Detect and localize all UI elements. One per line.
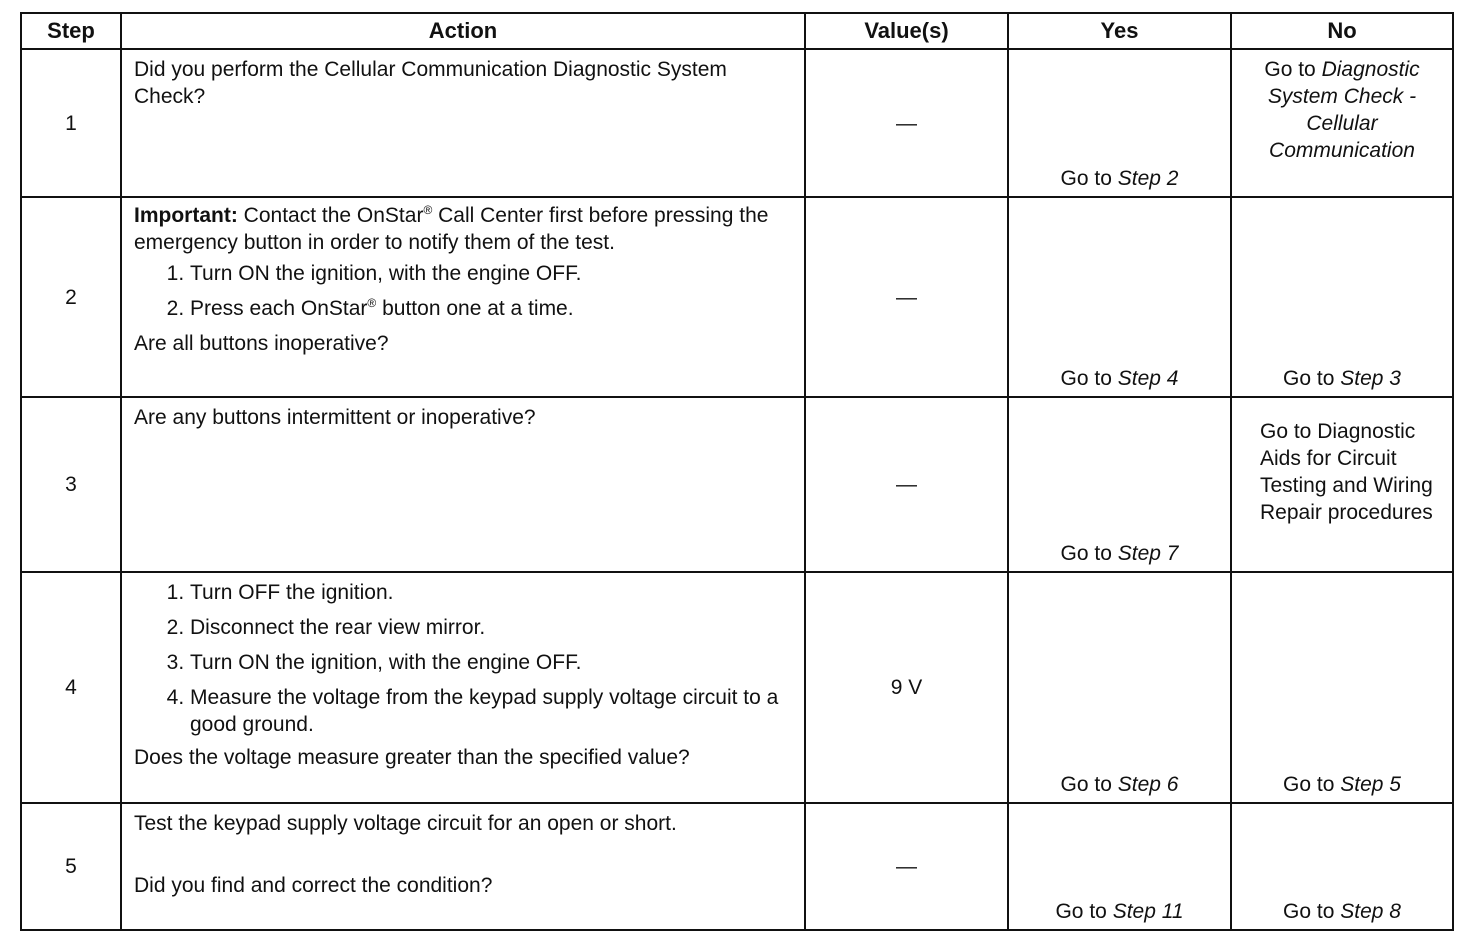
yes-prefix: Go to bbox=[1060, 773, 1112, 796]
yes-step-link[interactable]: Step 2 bbox=[1117, 167, 1179, 190]
yes-cell[interactable] bbox=[1008, 397, 1231, 572]
header-no: No bbox=[1231, 13, 1453, 49]
table-row-step-2 bbox=[21, 197, 1453, 397]
no-prefix: Go to bbox=[1283, 367, 1335, 390]
no-cell[interactable] bbox=[1231, 49, 1453, 197]
header-yes: Yes bbox=[1008, 13, 1231, 49]
header-action: Action bbox=[121, 13, 805, 49]
item-text-a: Press each OnStar bbox=[190, 297, 368, 320]
yes-step-link[interactable]: Step 11 bbox=[1112, 900, 1184, 923]
yes-prefix: Go to bbox=[1060, 367, 1112, 390]
step-number: 3 bbox=[21, 397, 121, 572]
yes-step-link[interactable]: Step 4 bbox=[1117, 367, 1179, 390]
no-diagnostic-link[interactable]: Diagnostic System Check - Cellular Communication bbox=[1267, 58, 1420, 162]
header-row bbox=[21, 13, 1453, 49]
action-text: Are any buttons intermittent or inoperative? bbox=[134, 406, 536, 429]
registered-mark: ® bbox=[423, 203, 433, 217]
list-item: 2. Disconnect the rear view mirror. bbox=[190, 614, 794, 641]
no-step-link[interactable]: Step 3 bbox=[1340, 367, 1401, 390]
no-prefix: Go to bbox=[1264, 58, 1316, 81]
list-item: 1. Turn ON the ignition, with the engine OFF. bbox=[190, 260, 794, 287]
no-step-link[interactable]: Step 5 bbox=[1340, 773, 1401, 796]
step-number: 4 bbox=[21, 572, 121, 803]
header-values: Value(s) bbox=[805, 13, 1008, 49]
no-cell[interactable] bbox=[1231, 197, 1453, 397]
list-item bbox=[190, 295, 794, 322]
table-row-step-1 bbox=[21, 49, 1453, 197]
no-step-link[interactable]: Step 8 bbox=[1340, 900, 1401, 923]
value-cell: — bbox=[805, 397, 1008, 572]
yes-prefix: Go to bbox=[1060, 542, 1112, 565]
question-text: Did you find and correct the condition? bbox=[134, 874, 493, 897]
header-step: Step bbox=[21, 13, 121, 49]
action-cell bbox=[121, 572, 805, 803]
list-item: 4. Measure the voltage from the keypad supply voltage circuit to a good ground. bbox=[190, 684, 794, 738]
step-number: 5 bbox=[21, 803, 121, 930]
value-cell: — bbox=[805, 803, 1008, 930]
yes-cell[interactable] bbox=[1008, 197, 1231, 397]
list-item: 3. Turn ON the ignition, with the engine OFF. bbox=[190, 649, 794, 676]
question-text: Are all buttons inoperative? bbox=[134, 332, 389, 355]
table-row-step-3 bbox=[21, 397, 1453, 572]
question-text: Does the voltage measure greater than the specified value? bbox=[134, 746, 690, 769]
step-number: 1 bbox=[21, 49, 121, 197]
step-number: 2 bbox=[21, 197, 121, 397]
action-cell bbox=[121, 197, 805, 397]
yes-prefix: Go to bbox=[1055, 900, 1107, 923]
important-label: Important: bbox=[134, 204, 238, 227]
diagnostic-table bbox=[20, 12, 1454, 931]
registered-mark: ® bbox=[367, 296, 377, 310]
important-text-b: Call Center first before pressing the emergency button in order to notify them of the test. bbox=[134, 204, 769, 254]
important-note bbox=[134, 202, 794, 256]
table-row-step-4 bbox=[21, 572, 1453, 803]
yes-cell[interactable] bbox=[1008, 803, 1231, 930]
yes-cell[interactable] bbox=[1008, 572, 1231, 803]
action-cell bbox=[121, 803, 805, 930]
table-row-step-5 bbox=[21, 803, 1453, 930]
value-cell: — bbox=[805, 49, 1008, 197]
action-cell bbox=[121, 397, 805, 572]
important-text-a: Contact the OnStar bbox=[243, 204, 424, 227]
action-text: Did you perform the Cellular Communication Diagnostic System Check? bbox=[134, 58, 727, 108]
no-cell[interactable] bbox=[1231, 572, 1453, 803]
procedure-list bbox=[134, 579, 794, 738]
value-cell: — bbox=[805, 197, 1008, 397]
list-item: 1. Turn OFF the ignition. bbox=[190, 579, 794, 606]
no-prefix: Go to bbox=[1283, 773, 1335, 796]
no-prefix: Go to bbox=[1283, 900, 1335, 923]
no-cell[interactable] bbox=[1231, 397, 1453, 572]
yes-cell[interactable] bbox=[1008, 49, 1231, 197]
procedure-list bbox=[134, 260, 794, 322]
item-text-b: button one at a time. bbox=[382, 297, 574, 320]
no-cell[interactable] bbox=[1231, 803, 1453, 930]
action-text: Test the keypad supply voltage circuit for an open or short. bbox=[134, 812, 677, 835]
action-cell bbox=[121, 49, 805, 197]
value-cell: 9 V bbox=[805, 572, 1008, 803]
yes-prefix: Go to bbox=[1060, 167, 1112, 190]
yes-step-link[interactable]: Step 6 bbox=[1117, 773, 1179, 796]
no-text[interactable]: Go to Diagnostic Aids for Circuit Testing and Wiring Repair procedures bbox=[1260, 420, 1433, 524]
yes-step-link[interactable]: Step 7 bbox=[1117, 542, 1179, 565]
